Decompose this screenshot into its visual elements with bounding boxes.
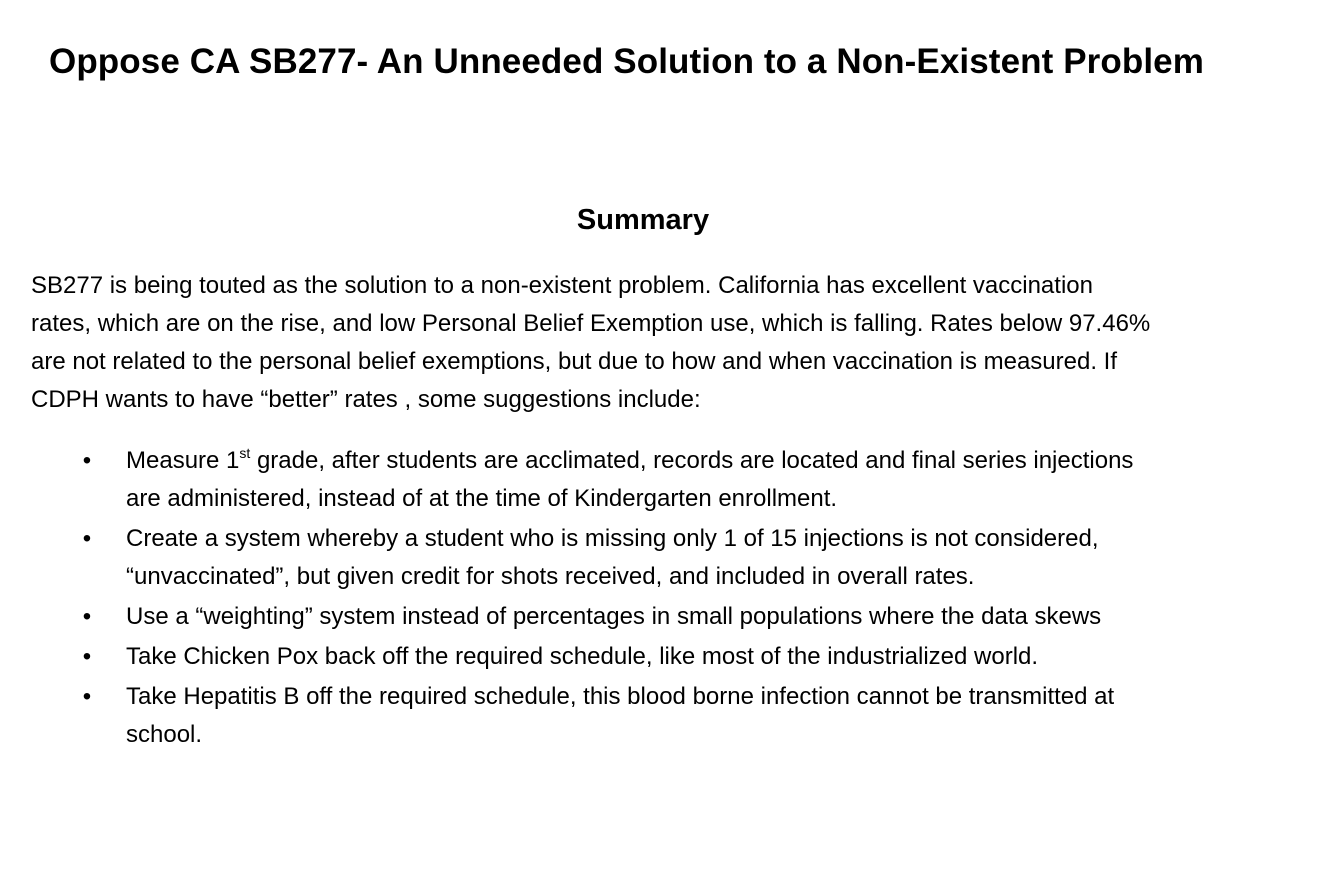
suggestion-text: grade, after students are acclimated, records are located and final series injections [250, 447, 1134, 474]
summary-line: SB277 is being touted as the solution to a non-existent problem. California has excellent vaccination [31, 272, 1093, 299]
summary-paragraph [31, 267, 1291, 419]
summary-line: CDPH wants to have “better” rates , some suggestions include: [31, 386, 701, 413]
suggestion-line: Take Hepatitis B off the required schedule, this blood borne infection cannot be transmitted at [126, 683, 1115, 710]
suggestion-line: Create a system whereby a student who is missing only 1 of 15 injections is not considered, [126, 525, 1099, 552]
bullet-icon: • [82, 683, 92, 710]
suggestion-line: Take Chicken Pox back off the required schedule, like most of the industrialized world. [126, 643, 1039, 670]
suggestion-line: are administered, instead of at the time of Kindergarten enrollment. [126, 485, 838, 512]
suggestion-item [0, 678, 1300, 754]
suggestion-item [0, 638, 1300, 676]
suggestion-line: “unvaccinated”, but given credit for shots received, and included in overall rates. [126, 563, 975, 590]
suggestions-list [0, 442, 1300, 756]
summary-heading: Summary [576, 204, 710, 236]
suggestion-item [0, 520, 1300, 596]
ordinal-suffix: st [239, 445, 251, 461]
bullet-icon: • [82, 643, 92, 670]
suggestion-text: Measure 1 [126, 447, 240, 474]
suggestion-item [0, 442, 1300, 518]
bullet-icon: • [82, 525, 92, 552]
suggestion-line: school. [126, 721, 203, 748]
suggestion-line [126, 442, 1300, 480]
bullet-icon: • [82, 447, 92, 474]
bullet-icon: • [82, 603, 92, 630]
summary-line: rates, which are on the rise, and low Personal Belief Exemption use, which is falling. Rates below 97.46% [31, 310, 1151, 337]
document-title: Oppose CA SB277- An Unneeded Solution to a Non-Existent Problem [49, 42, 1204, 81]
suggestion-line: Use a “weighting” system instead of percentages in small populations where the data skews [126, 603, 1102, 630]
summary-line: are not related to the personal belief exemptions, but due to how and when vaccination is measured. If [31, 348, 1117, 375]
suggestion-item [0, 598, 1300, 636]
